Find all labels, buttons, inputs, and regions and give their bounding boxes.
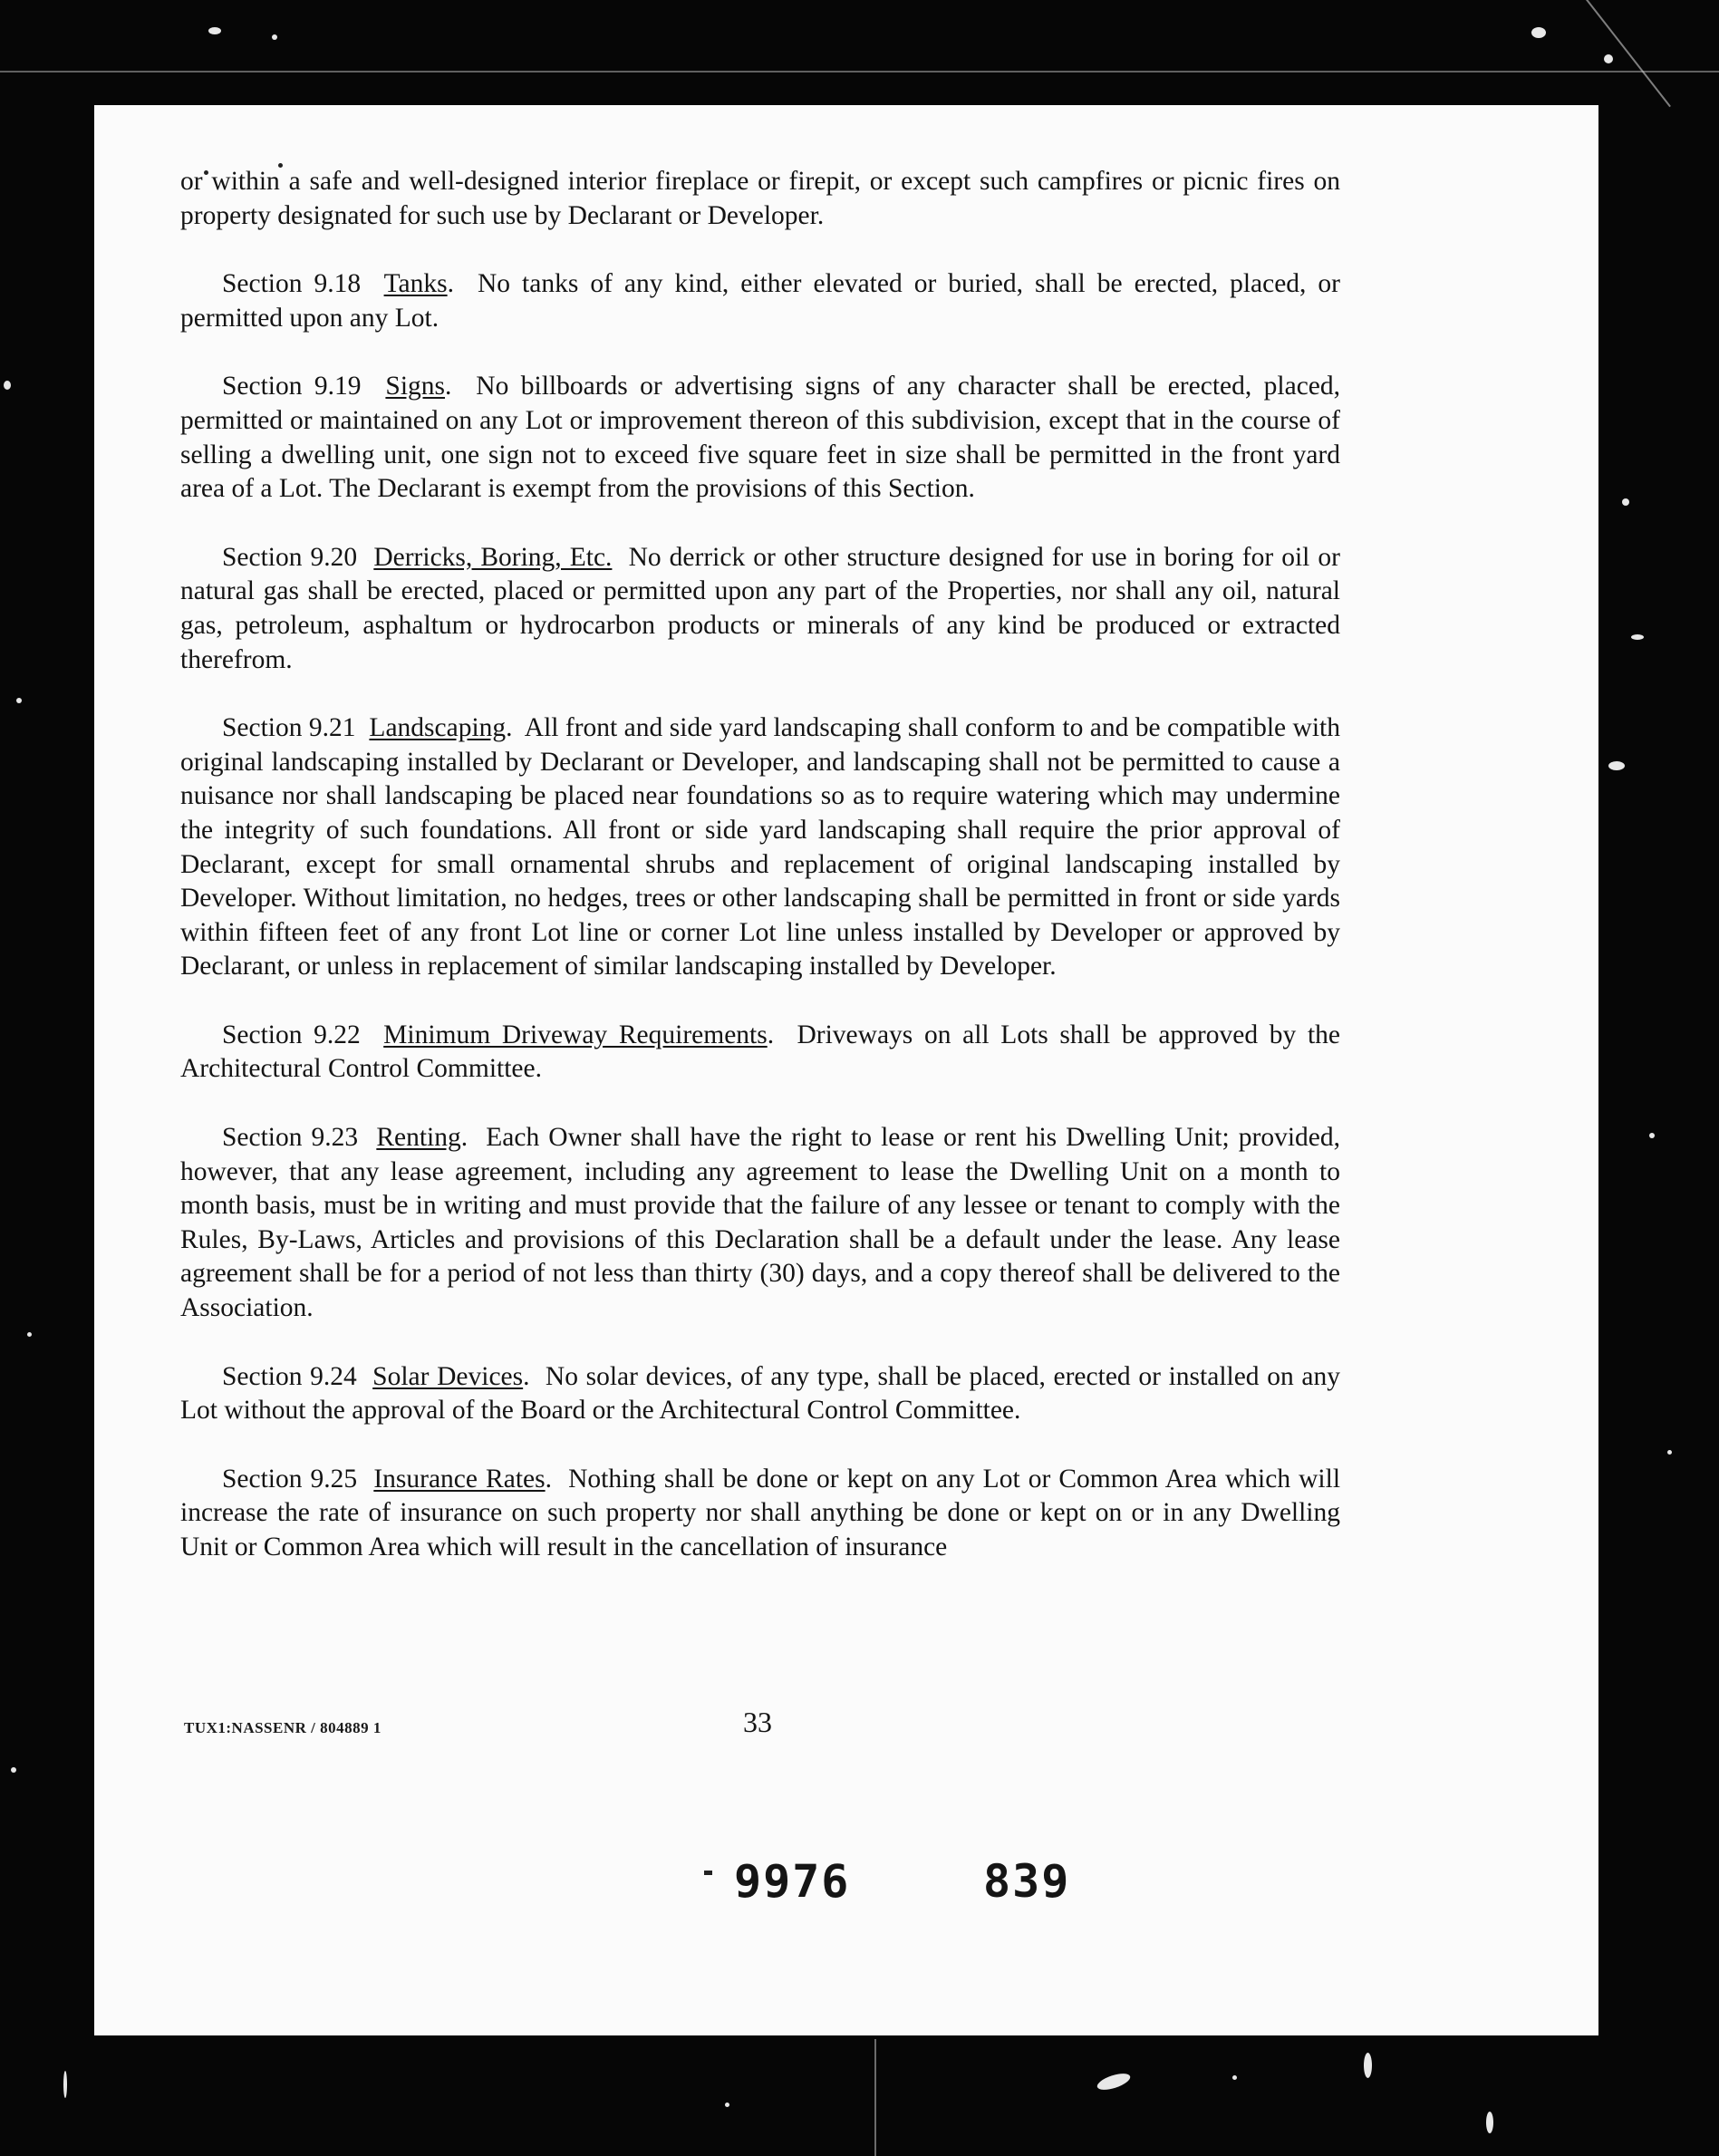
- section-number: Section 9.20: [222, 542, 358, 572]
- scan-speck: [1622, 498, 1629, 506]
- section-text: No billboards or advertising signs of any character shall be erected, placed, permitted or maintained on any Lot or improvement thereon of this subdivision, except that in the course of selling a dwelling unit, one sign not to exceed five square feet in size shall be permitted in the front yard area of a Lot. The Declarant is exempt from the provisions of this Section.: [180, 372, 1341, 504]
- section-number: Section 9.24: [222, 1361, 357, 1391]
- recording-stamp-page: 839: [983, 1855, 1071, 1908]
- page-number: 33: [743, 1706, 772, 1738]
- scan-speck: [1364, 2053, 1372, 2078]
- section-text: All front and side yard landscaping shall conform to and be compatible with original landscaping installed by Declarant or Developer, and landscaping shall not be permitted to cause a nuisance nor shall landscaping be placed near foundations so as to require watering which may undermine the integrity of such foundations. All front or side yard landscaping shall require the prior approval of Declarant, except for small ornamental shrubs and replacement of original landscaping installed by Developer. Without limitation, no hedges, trees or other landscaping shall be permitted in front or side yards within fifteen feet of any front Lot line or corner Lot line unless installed by Developer or approved by Declarant, or unless in replacement of similar landscaping installed by Developer.: [180, 713, 1340, 981]
- scan-speck: [1667, 1450, 1672, 1455]
- document-footer-code: TUX1:NASSENR / 804889 1: [184, 1719, 381, 1736]
- scan-speck: [1608, 761, 1625, 770]
- scan-speck: [4, 381, 11, 390]
- section-paragraph: Section 9.19 Signs. No billboards or advertising signs of any character shall be erected, placed, permitted or maintained on any Lot or improvement thereon of this subdivision, except that in the course of selling a dwelling unit, one sign not to exceed five square feet in size shall be permitted in the front yard area of a Lot. The Declarant is exempt from the provisions of this Section.: [180, 372, 1341, 504]
- section-paragraph: Section 9.24 Solar Devices. No solar devices, of any type, shall be placed, erected or installed on any Lot without the approval of the Board or the Architectural Control Committee.: [180, 1361, 1341, 1426]
- section-paragraph: Section 9.22 Minimum Driveway Requirements. Driveways on all Lots shall be approved by the Architectural Control Committee.: [180, 1020, 1341, 1084]
- section-text: Each Owner shall have the right to lease or rent his Dwelling Unit; provided, however, that any lease agreement, including any agreement to lease the Dwelling Unit on a month to month basis, must be in writing and must provide that the failure of any lessee or tenant to comply with the Rules, By-Laws, Articles and provisions of this Declaration shall be a default under the lease. Any lease agreement shall be for a period of not less than thirty (30) days, and a copy thereof shall be delivered to the Association.: [180, 1123, 1340, 1323]
- scan-speck: [1649, 1133, 1655, 1138]
- recording-stamp-book: 9976: [734, 1855, 851, 1908]
- section-heading: Derricks, Boring, Etc.: [373, 542, 613, 572]
- scan-edge-line: [0, 71, 1719, 73]
- scan-speck: [1232, 2075, 1237, 2080]
- section-number: Section 9.23: [222, 1123, 359, 1153]
- scan-speck: [208, 27, 221, 34]
- scan-speck: [1096, 2070, 1132, 2093]
- section-heading: Renting: [376, 1123, 461, 1153]
- section-heading: Landscaping: [369, 713, 507, 743]
- section-paragraph: Section 9.25 Insurance Rates. Nothing shall be done or kept on any Lot or Common Area which will increase the rate of insurance on such property nor shall anything be done or kept on or in any Dwelling Unit or Common Area which will result in the cancellation of insurance: [180, 1464, 1341, 1561]
- section-paragraph: Section 9.21 Landscaping. All front and side yard landscaping shall conform to and be compatible with original landscaping installed by Declarant or Developer, and landscaping shall not be permitted to cause a nuisance nor shall landscaping be placed near foundations so as to require watering which may undermine the integrity of such foundations. All front or side yard landscaping shall require the prior approval of Declarant, except for small ornamental shrubs and replacement of original landscaping installed by Developer. Without limitation, no hedges, trees or other landscaping shall be permitted in front or side yards within fifteen feet of any front Lot line or corner Lot line unless installed by Developer or approved by Declarant, or unless in replacement of similar landscaping installed by Developer.: [180, 713, 1340, 981]
- scan-speck: [27, 1332, 32, 1337]
- section-heading: Solar Devices: [372, 1361, 524, 1391]
- scan-speck: [1531, 27, 1546, 38]
- section-paragraph: [180, 541, 1340, 677]
- scan-speck: [63, 2071, 67, 2098]
- section-paragraph: Section 9.23 Renting. Each Owner shall have the right to lease or rent his Dwelling Unit; provided, however, that any lease agreement, including any agreement to lease the Dwelling Unit on a month to month basis, must be in writing and must provide that the failure of any lessee or tenant to comply with the Rules, By-Laws, Articles and provisions of this Declaration shall be a default under the lease. Any lease agreement shall be for a period of not less than thirty (30) days, and a copy thereof shall be delivered to the Association.: [180, 1123, 1340, 1323]
- section-number: Section 9.21: [222, 713, 356, 743]
- section-text: No derrick or other structure designed for use in boring for oil or natural gas shall be erected, placed or permitted upon any part of the Properties, nor shall any oil, natural gas, petroleum, asphaltum or hydrocarbon products or minerals of any kind be produced or extracted therefrom.: [180, 542, 1341, 674]
- section-heading: Tanks: [383, 269, 448, 299]
- section-number: Section 9.19: [222, 372, 362, 401]
- scan-speck: [1604, 54, 1613, 63]
- scan-speck: [1631, 634, 1644, 640]
- section-text: Driveways on all Lots shall be approved by the Architectural Control Committee.: [180, 1020, 1341, 1084]
- section-text: Nothing shall be done or kept on any Lot or Common Area which will increase the rate of insurance on such property nor shall anything be done or kept on or in any Dwelling Unit or Common Area which will result in the cancellation of insurance: [180, 1464, 1341, 1561]
- continuation-paragraph: or within a safe and well-designed interior fireplace or firepit, or except such campfires or picnic fires on property designated for such use by Declarant or Developer.: [180, 167, 1340, 230]
- section-paragraph: Section 9.18 Tanks. No tanks of any kind, either elevated or buried, shall be erected, placed, or permitted upon any Lot.: [180, 269, 1341, 333]
- scan-speck: [1486, 2112, 1493, 2133]
- section-heading: Signs: [385, 372, 446, 401]
- scan-edge-line: [874, 2039, 876, 2156]
- section-number: Section 9.22: [222, 1020, 361, 1049]
- scan-speck: [16, 698, 22, 703]
- section-text: No solar devices, of any type, shall be placed, erected or installed on any Lot without the approval of the Board or the Architectural Control Committee.: [180, 1361, 1341, 1426]
- section-text: No tanks of any kind, either elevated or buried, shall be erected, placed, or permitted upon any Lot.: [180, 269, 1341, 333]
- document-body: [180, 165, 1340, 1600]
- section-heading: Insurance Rates: [373, 1464, 546, 1494]
- scan-speck: [272, 34, 277, 40]
- scan-speck: [11, 1767, 16, 1773]
- section-number: Section 9.25: [222, 1464, 358, 1494]
- scan-edge-line: [1586, 0, 1671, 107]
- scan-speck: [725, 2103, 729, 2107]
- section-heading: Minimum Driveway Requirements: [383, 1020, 768, 1049]
- stamp-dash: [704, 1871, 712, 1875]
- section-number: Section 9.18: [222, 269, 362, 299]
